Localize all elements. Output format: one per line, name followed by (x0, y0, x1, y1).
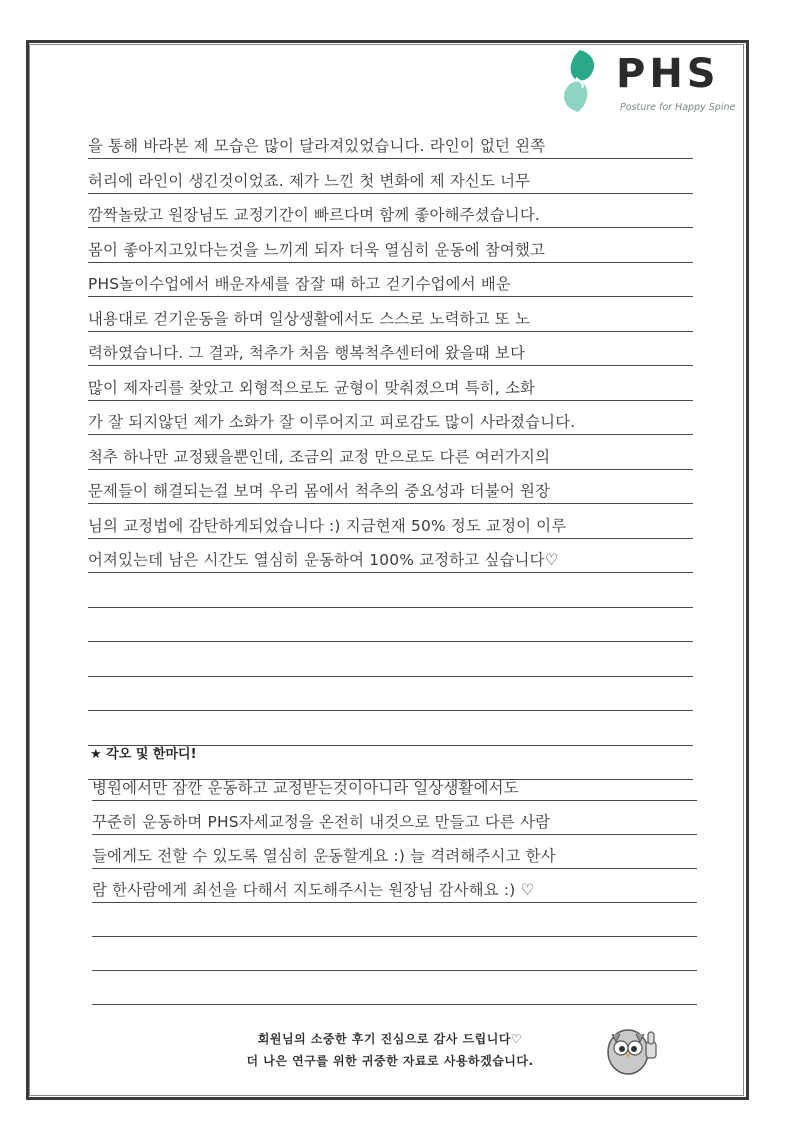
brand-name: PHS (616, 51, 720, 97)
writing-line (88, 678, 693, 711)
writing-line (88, 126, 693, 159)
writing-line (88, 195, 693, 228)
brand-tagline: Posture for Happy Spine (620, 102, 736, 113)
handwritten-text: 몸이 좋아지고있다는것을 느끼게 되자 더욱 열심히 운동에 참여했고 (88, 240, 546, 259)
handwritten-text: 깜짝놀랐고 원장님도 교정기간이 빠르다며 함께 좋아해주셨습니다. (88, 206, 540, 224)
footer-line-1: 회원님의 소중한 후기 진심으로 감사 드립니다♡ (257, 1032, 523, 1046)
handwritten-text: 람 한사람에게 최선을 다해서 지도해주시는 원장님 감사해요 :) ♡ (92, 881, 535, 899)
writing-line (92, 836, 697, 869)
writing-line (92, 768, 697, 801)
writing-line (88, 713, 693, 746)
writing-line (88, 264, 693, 297)
writing-line (92, 938, 697, 971)
handwritten-text: 문제들이 해결되는걸 보며 우리 몸에서 척추의 중요성과 더불어 원장 (88, 482, 551, 500)
handwritten-text: 가 잘 되지않던 제가 소화가 잘 이루어지고 피로감도 많이 사라졌습니다. (88, 413, 576, 431)
footer-message (180, 1028, 600, 1072)
handwritten-text: 어져있는데 남은 시간도 열심히 운동하여 100% 교정하고 싶습니다♡ (88, 551, 559, 569)
writing-line (88, 161, 693, 194)
writing-line (88, 437, 693, 470)
handwritten-text: 님의 교정법에 감탄하게되었습니다 :) 지금현재 50% 정도 교정이 이루 (88, 516, 567, 535)
owl-thumbs-up-mascot-icon (602, 1020, 662, 1078)
writing-line (88, 644, 693, 677)
writing-line (92, 904, 697, 937)
handwritten-text: 내용대로 걷기운동을 하며 일상생활에서도 스스로 노력하고 또 노 (88, 309, 530, 328)
handwritten-text: 꾸준히 운동하며 PHS자세교정을 온전히 내것으로 만들고 다른 사람 (92, 813, 551, 831)
writing-line (92, 870, 697, 903)
writing-line (92, 802, 697, 835)
writing-line (88, 609, 693, 642)
handwritten-text: 허리에 라인이 생긴것이었죠. 제가 느낀 첫 변화에 제 자신도 너무 (88, 171, 531, 190)
writing-line (88, 368, 693, 401)
writing-line (88, 402, 693, 435)
writing-line (88, 575, 693, 608)
writing-line (88, 333, 693, 366)
writing-line (88, 471, 693, 504)
footer-line-2: 더 나은 연구를 위한 귀중한 자료로 사용하겠습니다. (246, 1054, 534, 1068)
handwritten-text: 을 통해 바라본 제 모습은 많이 달라져있었습니다. 라인이 없던 왼쪽 (88, 137, 546, 155)
handwritten-text: 척추 하나만 교정됐을뿐인데, 조금의 교정 만으로도 다른 여러가지의 (88, 447, 551, 466)
writing-line (88, 506, 693, 539)
phs-logo (560, 44, 740, 120)
section-label: ★ 각오 및 한마디! (90, 747, 197, 762)
handwritten-text: 많이 제자리를 찾았고 외형적으로도 균형이 맞춰졌으며 특히, 소화 (88, 378, 536, 397)
phs-leaf-logo-icon (560, 48, 600, 114)
writing-line (88, 299, 693, 332)
writing-line (88, 540, 693, 573)
writing-line (92, 972, 697, 1005)
handwritten-text: 력하였습니다. 그 결과, 척추가 처음 행복척추센터에 왔을때 보다 (88, 344, 526, 362)
handwritten-text: 병원에서만 잠깐 운동하고 교정받는것이아니라 일상생활에서도 (92, 779, 519, 797)
writing-line (88, 230, 693, 263)
handwritten-text: PHS놀이수업에서 배운자세를 잠잘 때 하고 걷기수업에서 배운 (88, 275, 511, 293)
handwritten-text: 들에게도 전할 수 있도록 열심히 운동할게요 :) 늘 격려해주시고 한사 (92, 847, 556, 865)
